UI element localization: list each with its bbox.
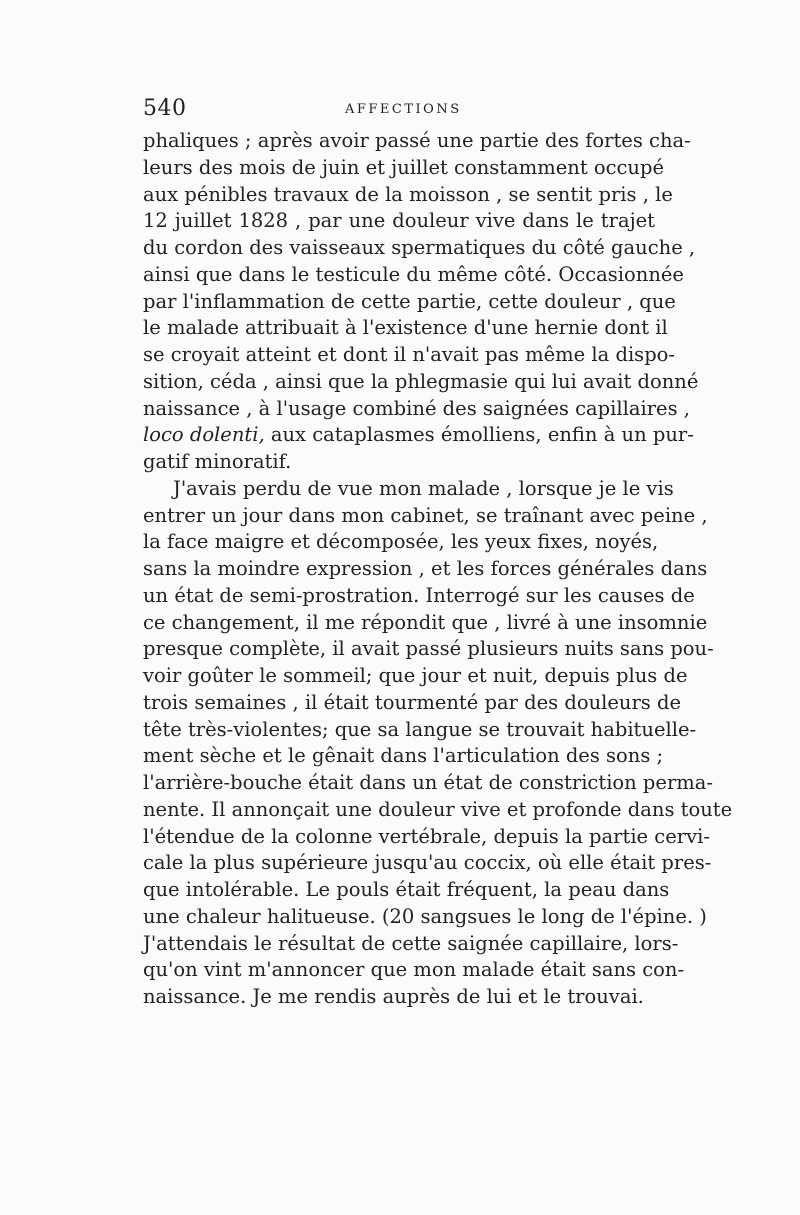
text-line: ainsi que dans le testicule du même côté. Occasionnée [143,262,684,286]
text-line: trois semaines , il était tourmenté par des douleurs de [143,690,682,714]
italic-phrase: loco dolenti, [143,423,265,447]
text-line: l'arrière-bouche était dans un état de constriction perma- [143,771,713,794]
text-line: ce changement, il me répondit que , livré à une insomnie [143,610,708,634]
text-line: sans la moindre expression , et les forces générales dans [143,557,708,580]
text-line: nente. Il annonçait une douleur vive et profonde dans toute [143,797,733,821]
text-line: 12 juillet 1828 , par une douleur vive dans le trajet [143,209,655,233]
text-line: se croyait atteint et dont il n'avait pas même la dispo- [143,343,676,366]
text-line: tête très-violentes; que sa langue se trouvait habituelle- [143,717,697,741]
text-line: du cordon des vaisseaux spermatiques du côté gauche , [143,236,696,259]
text-line: ment sèche et le gênait dans l'articulation des sons ; [143,744,664,768]
paragraph-end-line: gatif minoratif. [143,450,292,473]
body-text [143,128,733,1011]
text-line-mixed [143,422,694,449]
text-line: la face maigre et décomposée, les yeux fixes, noyés, [143,530,659,554]
text-line: le malade attribuait à l'existence d'une hernie dont il [143,316,668,340]
text-line: qu'on vint m'annoncer que mon malade était sans con- [143,958,685,982]
text-line: sition, céda , ainsi que la phlegmasie qui lui avait donné [143,369,699,393]
text-line: voir goûter le sommeil; que jour et nuit, depuis plus de [143,664,688,687]
page-number: 540 [143,96,187,121]
text-line: naissance. Je me rendis auprès de lui et le trouvai. [143,985,644,1008]
text-line: leurs des mois de juin et juillet constamment occupé [143,155,665,179]
text-line: phaliques ; après avoir passé une partie des fortes cha- [143,129,691,152]
text-line: presque complète, il avait passé plusieurs nuits sans pou- [143,637,714,661]
running-head: AFFECTIONS [345,102,462,117]
text-line: que intolérable. Le pouls était fréquent, la peau dans [143,878,670,901]
text-line: par l'inflammation de cette partie, cette douleur , que [143,289,676,313]
text-line: cale la plus supérieure jusqu'au coccix, où elle était pres- [143,851,712,875]
paragraph-start-line: J'avais perdu de vue mon malade , lorsque je le vis [173,476,674,500]
text-line: entrer un jour dans mon cabinet, se traînant avec peine , [143,503,708,527]
text-line: l'étendue de la colonne vertébrale, depuis la partie cervi- [143,824,710,848]
text-fragment: aux cataplasmes émolliens, enfin à un pur- [264,423,694,447]
page-header [143,96,653,126]
text-line: un état de semi-prostration. Interrogé sur les causes de [143,583,695,607]
text-line: J'attendais le résultat de cette saignée capillaire, lors- [143,931,679,955]
text-line: naissance , à l'usage combiné des saignées capillaires , [143,396,690,420]
text-line: aux pénibles travaux de la moisson , se sentit pris , le [143,182,673,206]
text-line: une chaleur halitueuse. (20 sangsues le long de l'épine. ) [143,904,707,928]
